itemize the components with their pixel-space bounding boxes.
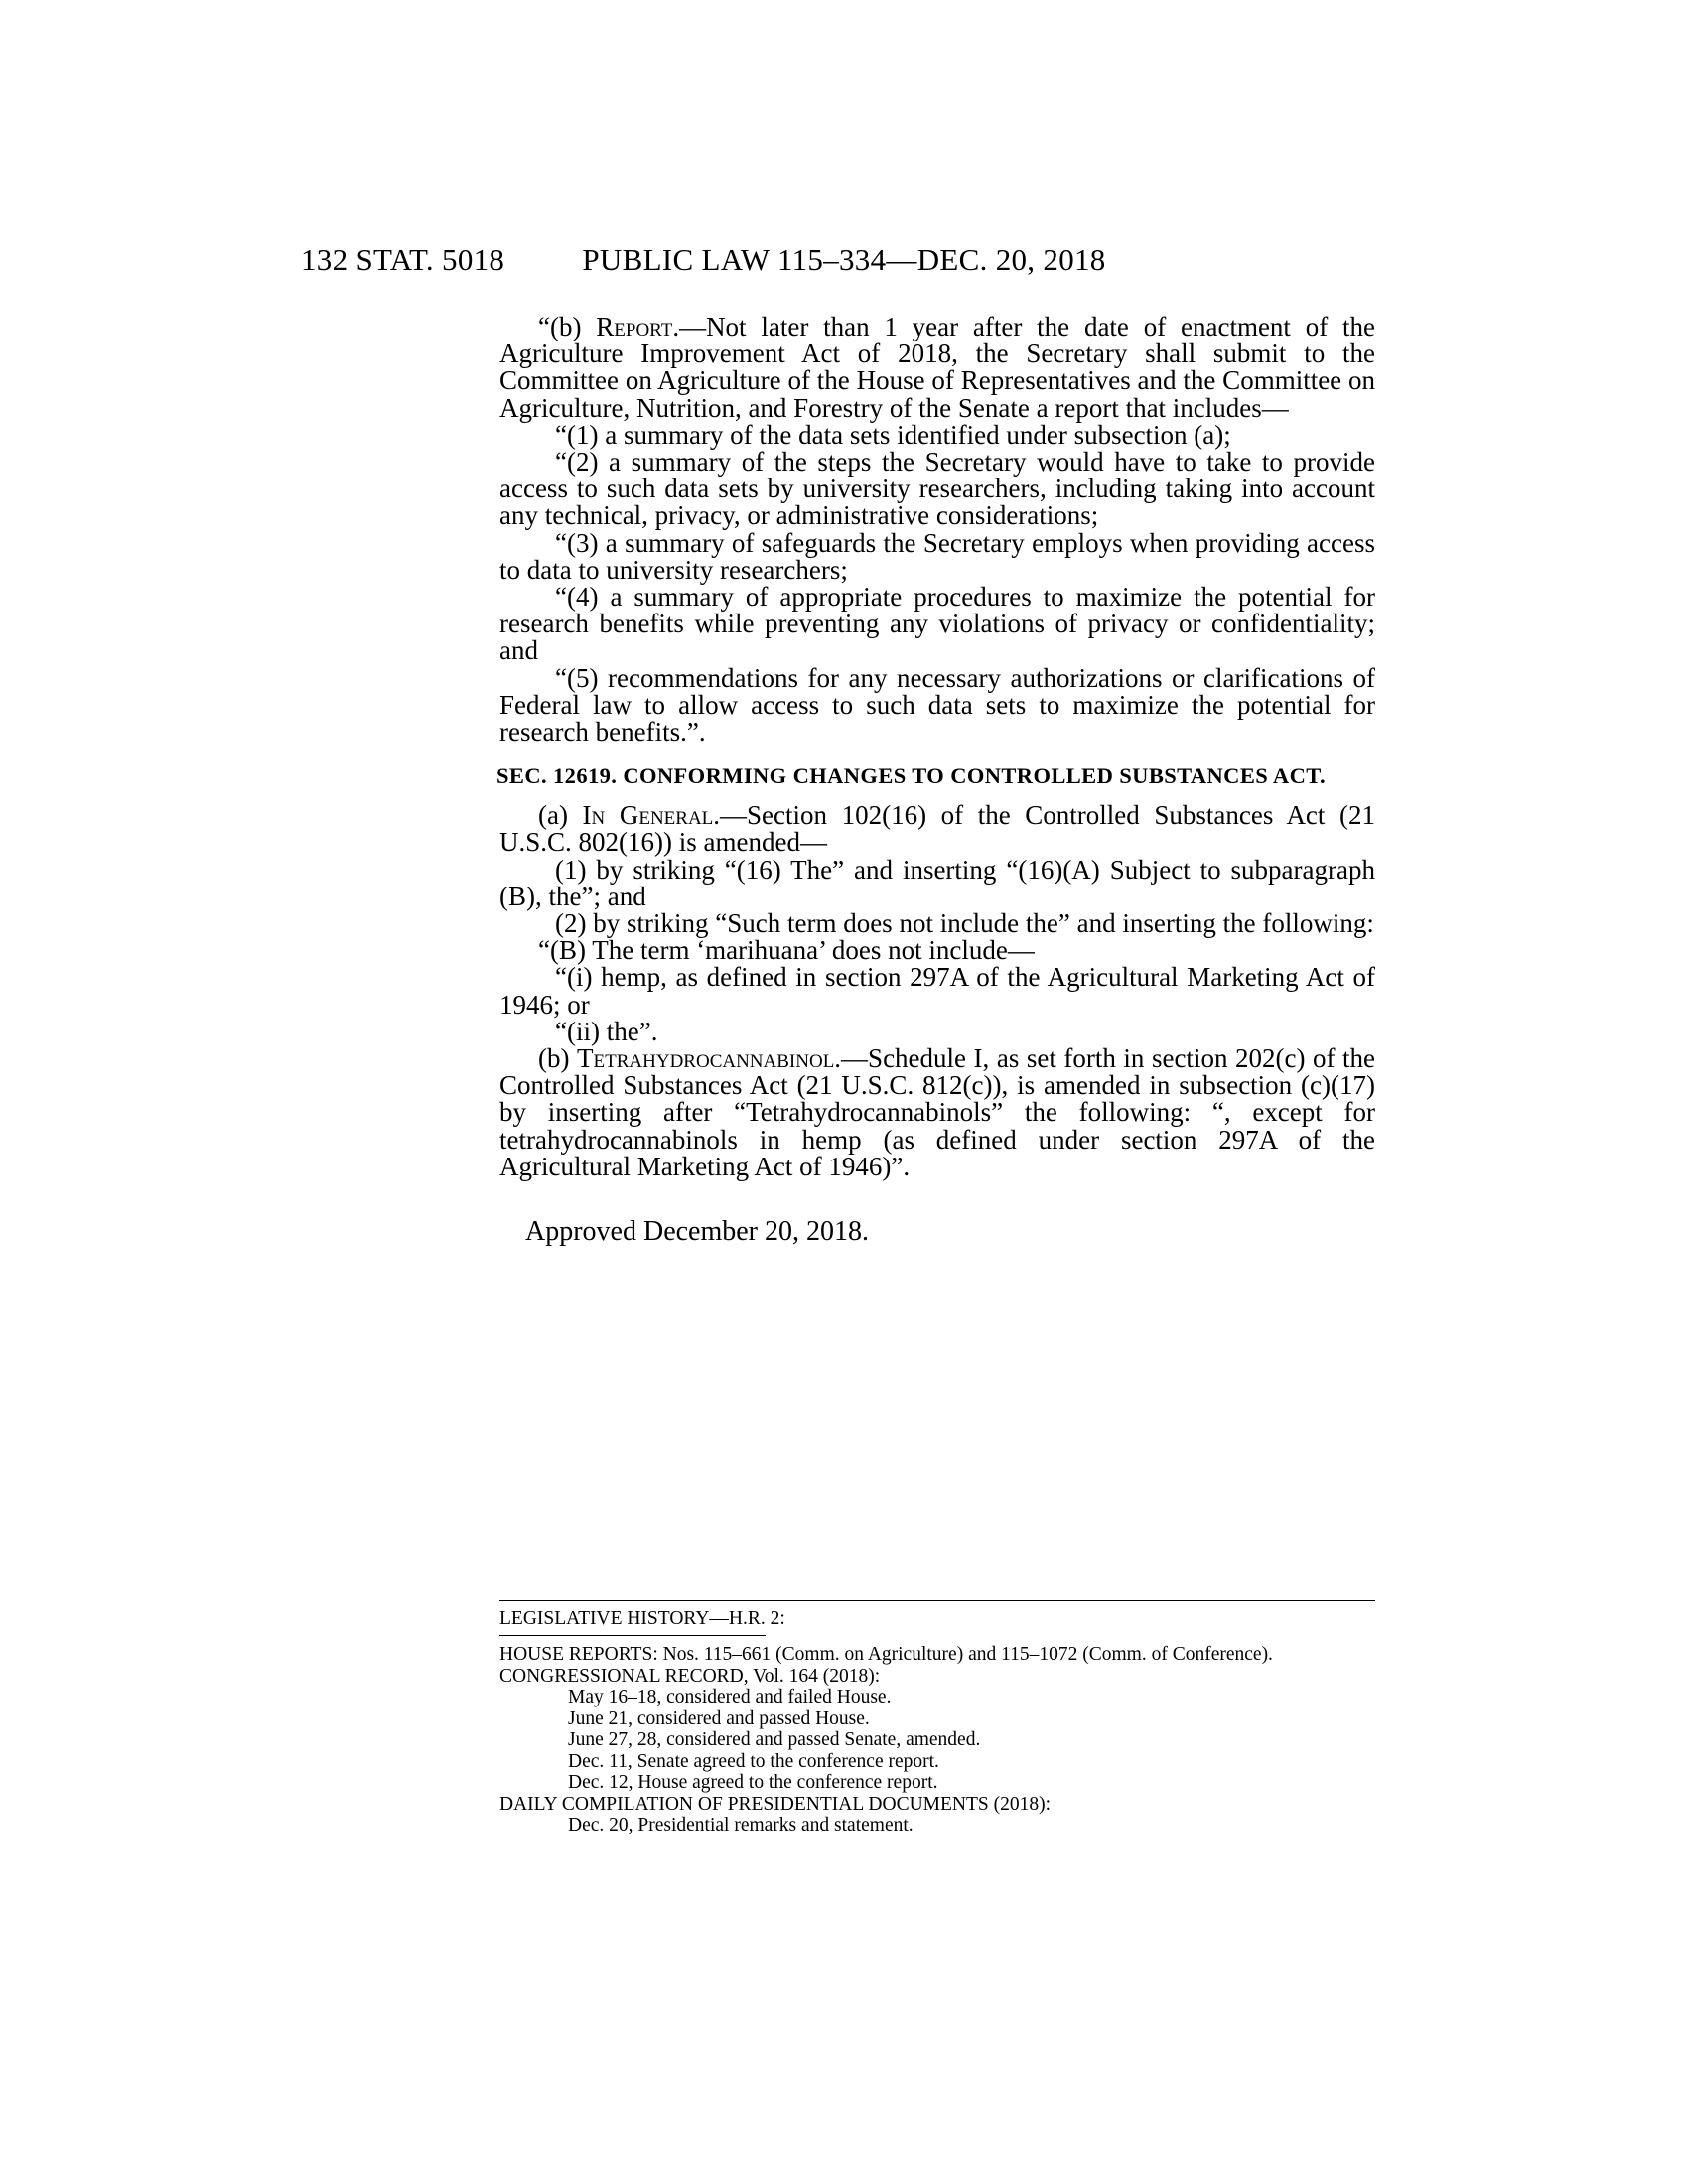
report-item-4: “(4) a summary of appropriate procedures to maximize the potential for research benefits while preventing any violations of privacy or confidentiality; and	[499, 582, 1375, 666]
subsection-b	[499, 1045, 1375, 1180]
subsection-a-heading: In General	[582, 800, 714, 831]
subsection-b-heading: Tetrahydrocannabinol	[577, 1043, 835, 1074]
history-list	[499, 1644, 1375, 1837]
report-item-5: “(5) recommendations for any necessary authorizations or clarifications of Federal law to allow access to such data sets to maximize the potential for research benefits.”.	[499, 662, 1375, 748]
report-subsection-text: .—Not later than 1 year after the date of enactment of the Agriculture Improvement Act of 2018, the Secretary shall submit to the Committee on Agriculture of the House of Representatives and the Committee on Agriculture, Nutrition, and Forestry of the Senate a report that includes—	[499, 312, 1375, 423]
history-house-reports: HOUSE REPORTS: Nos. 115–661 (Comm. on Agriculture) and 115–1072 (Comm. of Conference).	[499, 1644, 1273, 1665]
history-divider	[499, 1600, 1375, 1601]
inserted-clause-i: “(i) hemp, as defined in section 297A of the Agricultural Marketing Act of 1946; or	[499, 962, 1375, 1020]
report-subsection	[499, 314, 1375, 422]
history-daily-compilation: DAILY COMPILATION OF PRESIDENTIAL DOCUMENTS (2018):	[499, 1793, 1052, 1815]
history-record-entry: June 21, considered and passed House.	[568, 1707, 870, 1729]
subsection-a-item-2: (2) by striking “Such term does not include the” and inserting the following:	[555, 908, 1374, 939]
subsection-b-open: (b)	[538, 1043, 578, 1074]
history-record-entry: Dec. 12, House agreed to the conference report.	[568, 1772, 938, 1793]
approval-date: Approved December 20, 2018.	[525, 1216, 870, 1248]
history-record-entry: June 27, 28, considered and passed Senate, amended.	[568, 1729, 981, 1750]
subsection-a-text: .—Section 102(16) of the Controlled Substances Act (21 U.S.C. 802(16)) is amended—	[499, 800, 1375, 858]
subsection-a	[499, 802, 1375, 856]
history-congressional-record: CONGRESSIONAL RECORD, Vol. 164 (2018):	[499, 1665, 881, 1687]
history-title: LEGISLATIVE HISTORY—H.R. 2:	[499, 1608, 785, 1629]
history-record-entry: May 16–18, considered and failed House.	[568, 1687, 892, 1707]
history-compilation-entry: Dec. 20, Presidential remarks and statement.	[568, 1815, 914, 1836]
document-body	[496, 312, 1375, 1273]
section-heading	[496, 761, 1375, 790]
page-running-title: PUBLIC LAW 115–334—DEC. 20, 2018	[582, 242, 1106, 277]
subsection-a-item-1: (1) by striking “(16) The” and inserting “(16)(A) Subject to subparagraph (B), the”; and	[499, 854, 1375, 911]
page-stat-citation: 132 STAT. 5018	[301, 242, 505, 277]
inserted-clause-ii: “(ii) the”.	[555, 1016, 658, 1046]
report-item-1: “(1) a summary of the data sets identified under subsection (a);	[555, 419, 1231, 450]
subsection-a-open: (a)	[538, 800, 583, 831]
subsection-b-text: .—Schedule I, as set forth in section 202(c) of the Controlled Substances Act (21 U.S.C. 812(c)), is amended in subsection (c)(17) by inserting after “Tetrahydrocannabinols” the following: “, except for tetrahydrocannabinols in hemp (as defined under section 297A of the Agricultural Marketing Act of 1946)”.	[499, 1043, 1375, 1181]
history-record-entry: Dec. 11, Senate agreed to the conference report.	[568, 1750, 939, 1772]
report-subsection-open: “(b)	[538, 312, 597, 341]
report-item-2: “(2) a summary of the steps the Secretary would have to take to provide access to such data sets by university researchers, including taking into account any technical, privacy, or administrative considerations;	[499, 447, 1375, 531]
section-number: SEC. 12619.	[496, 763, 618, 789]
section-title: CONFORMING CHANGES TO CONTROLLED SUBSTANCES ACT.	[623, 763, 1326, 789]
history-title-underline	[499, 1635, 766, 1636]
report-subsection-heading: Report	[596, 312, 673, 341]
inserted-paragraph-b: “(B) The term ‘marihuana’ does not include—	[538, 935, 1035, 966]
report-item-3: “(3) a summary of safeguards the Secretary employs when providing access to data to university researchers;	[499, 527, 1375, 585]
